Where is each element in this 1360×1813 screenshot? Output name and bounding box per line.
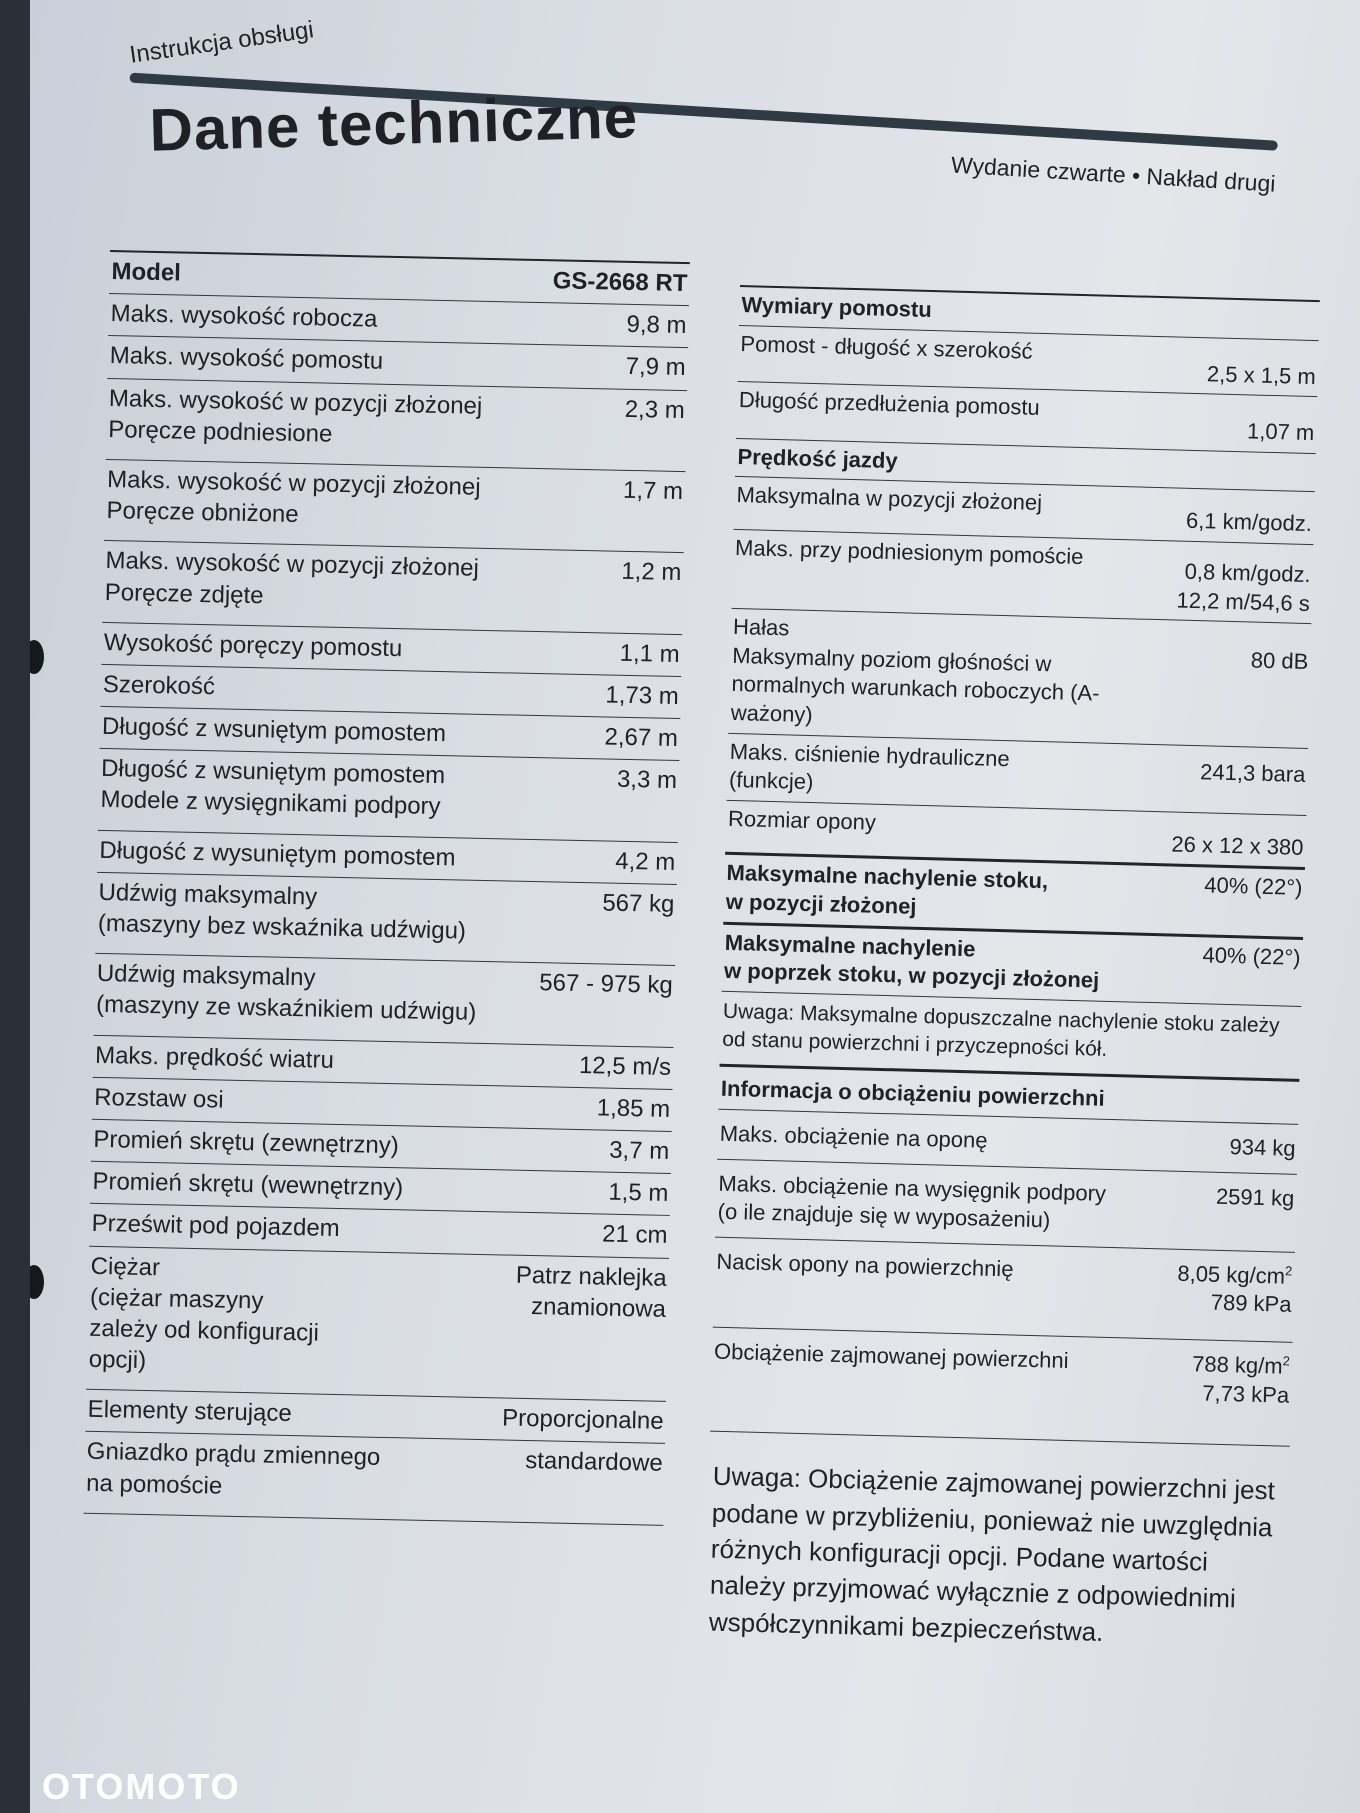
- spec-label: [88, 1250, 477, 1383]
- spec-value: 3,3 m: [616, 765, 678, 795]
- spec-label: [103, 669, 606, 711]
- spec-label-sub: Poręcze zdjęte: [104, 578, 264, 609]
- extension-label: Długość przedłużenia pomostu: [738, 387, 1041, 421]
- spec-label: [110, 298, 627, 340]
- spec-label-sub: na pomoście: [85, 1469, 223, 1500]
- pressure-values: [1176, 1260, 1292, 1320]
- tire-label: Rozmiar opony: [727, 805, 877, 835]
- speed-heading: Prędkość jazdy: [737, 443, 898, 473]
- manual-label: Instrukcja obsługi: [128, 16, 316, 69]
- spec-value: Proporcjonalne: [501, 1404, 664, 1436]
- spec-value: 12,5 m/s: [578, 1051, 672, 1081]
- spec-label: [94, 1082, 597, 1124]
- spec-label-sub: Poręcze podniesione: [107, 415, 333, 448]
- spec-label: [87, 1394, 502, 1434]
- spec-label-sub: Poręcze obniżone: [106, 497, 299, 529]
- speed-raised-time: 12,2 m/54,6 s: [1176, 587, 1311, 616]
- side-slope-label: Maksymalne nachylenie: [724, 929, 976, 961]
- spec-label: [98, 877, 603, 950]
- outrigger-sublabel: (o ile znajduje się w wyposażeniu): [717, 1198, 1051, 1233]
- binder-ring: [30, 640, 44, 674]
- tire-load-label: Maks. obciążenie na oponę: [719, 1120, 988, 1153]
- tire-load-value: 934 kg: [1229, 1134, 1296, 1161]
- speed-raised-row: [732, 530, 1314, 624]
- noise-text: [730, 613, 1251, 741]
- outrigger-text: [717, 1169, 1216, 1239]
- spec-value: 1,1 m: [619, 639, 680, 668]
- spec-label-main: Promień skrętu (zewnętrzny): [93, 1125, 400, 1160]
- slope-text: [725, 859, 1204, 929]
- model-label: Model: [111, 258, 182, 287]
- occupied-row: [710, 1328, 1293, 1447]
- spec-value: 1,2 m: [621, 558, 682, 587]
- otomoto-watermark: OTOMOTO: [42, 1766, 241, 1807]
- spec-row: [94, 954, 676, 1048]
- spec-label-main: Długość z wysuniętym pomostem: [99, 836, 456, 871]
- spec-row: [102, 541, 684, 635]
- platform-size-value: 2,5 x 1,5 m: [1206, 360, 1317, 389]
- spec-label-main: Maks. wysokość w pozycji złożonej: [106, 465, 481, 501]
- speed-stowed-value: 6,1 km/godz.: [1185, 508, 1313, 537]
- spec-label: [92, 1166, 609, 1208]
- hydraulic-text: [729, 737, 1201, 806]
- spec-label-main: Rozstaw osi: [93, 1083, 224, 1114]
- occupied-value: 788 $kg/m^2$: [1191, 1351, 1291, 1379]
- tire-value: 26 x 12 x 380: [1171, 831, 1304, 860]
- left-spec-table: [84, 250, 690, 1526]
- spec-label-main: Maks. wysokość w pozycji złożonej: [105, 547, 480, 583]
- title-band: [112, 72, 1298, 282]
- speed-stowed-label: Maksymalna w pozycji złożonej: [736, 482, 1043, 516]
- spec-label-main: Elementy sterujące: [87, 1396, 293, 1428]
- spec-label-main: Udźwig maksymalny: [98, 878, 318, 911]
- page-title: Dane techniczne: [148, 83, 639, 164]
- spec-row: [84, 1432, 666, 1526]
- spec-label: [99, 835, 616, 877]
- spec-label-main: Udźwig maksymalny: [96, 960, 316, 992]
- spec-row: [98, 749, 680, 843]
- spec-label: [95, 1039, 580, 1080]
- pressure-kpa: 789 kPa: [1210, 1290, 1292, 1318]
- slope-label: Maksymalne nachylenie stoku,: [726, 860, 1049, 894]
- final-note: Uwaga: Obciążenie zajmowanej powierzchni jest podane w przybliżeniu, ponieważ nie uwzględnia różnych konfiguracji opcji. Podane wartości należy przyjmować wyłącznie z odpowiednimi współczynnikami bezpieczeństwa.: [708, 1460, 1276, 1647]
- occupied-label: Obciążenie zajmowanej powierzchni: [713, 1338, 1069, 1373]
- noise-label: Maksymalny poziom głośności w normalnych warunkach roboczych (A-ważony): [730, 642, 1100, 727]
- spec-label-main: Maks. wysokość pomostu: [109, 342, 384, 376]
- spec-label-main: Maks. prędkość wiatru: [94, 1041, 335, 1074]
- slope-sublabel: w pozycji złożonej: [725, 888, 917, 919]
- noise-heading: Hałas: [732, 614, 790, 641]
- side-slope-text: [724, 928, 1203, 998]
- platform-size-label: Pomost - długość x szerokość: [740, 330, 1033, 364]
- slope-value: 40% (22°): [1204, 872, 1303, 901]
- spec-row: [104, 460, 686, 554]
- side-slope-value: 40% (22°): [1202, 941, 1301, 970]
- platform-heading: Wymiary pomostu: [741, 292, 933, 323]
- speed-raised-values: [1176, 546, 1311, 619]
- spec-value: 1,7 m: [622, 476, 684, 505]
- spec-value: 4,2 m: [615, 847, 676, 876]
- spec-label: [96, 958, 540, 1030]
- speed-raised-value: 0,8 km/godz.: [1184, 558, 1311, 588]
- spec-label: [108, 383, 625, 456]
- binder-ring: [30, 1265, 44, 1299]
- left-rows: [84, 294, 689, 1526]
- outrigger-row: [715, 1159, 1297, 1252]
- spec-label-main: Maks. wysokość robocza: [110, 300, 378, 333]
- spec-label: [86, 1436, 526, 1508]
- load-heading: Informacja o obciążeniu powierzchni: [720, 1076, 1105, 1112]
- speed-raised-label: Maks. przy podniesionym pomoście: [734, 534, 1084, 570]
- spec-label: [93, 1124, 610, 1166]
- spec-label: [103, 627, 620, 669]
- spec-label-main: Promień skrętu (wewnętrzny): [92, 1167, 404, 1202]
- spec-label-main: Maks. wysokość w pozycji złożonej: [108, 384, 483, 420]
- spec-label-sub: Modele z wysięgnikami podpory: [100, 786, 441, 821]
- hydraulic-value: 241,3 bara: [1199, 758, 1306, 787]
- spec-label-main: Długość z wsuniętym pomostem: [101, 713, 447, 748]
- spec-row: [106, 379, 688, 473]
- hydraulic-label: Maks. ciśnienie hydrauliczne: [729, 738, 1011, 771]
- occupied-values: [1191, 1350, 1290, 1410]
- spec-value: 567 - 975 kg: [539, 969, 674, 1000]
- noise-row: [728, 609, 1311, 749]
- spec-value: 7,9 m: [625, 353, 686, 382]
- spec-value: 3,7 m: [608, 1136, 670, 1165]
- noise-value: 80 dB: [1250, 647, 1309, 675]
- spec-value: 1,5 m: [608, 1178, 669, 1208]
- spec-value: Patrz naklejka znamionowa: [515, 1261, 667, 1323]
- spec-label-main: Długość z wsuniętym pomostem: [100, 755, 446, 790]
- pressure-value: 8,05 $kg/cm^2$: [1177, 1260, 1293, 1289]
- spec-label: [105, 545, 622, 618]
- spec-value: 567 kg: [602, 889, 675, 918]
- slope-note: Uwaga: Maksymalne dopuszczalne nachylenie stoku zależy od stanu powierzchni i przyczepności kół.: [720, 991, 1302, 1082]
- spec-row: [86, 1246, 669, 1402]
- spec-value: 1,73 m: [605, 681, 680, 710]
- spec-label-main: Szerokość: [102, 670, 216, 701]
- spec-label: [102, 711, 605, 753]
- pressure-label: Nacisk opony na powierzchnię: [716, 1248, 1014, 1282]
- spec-row: [95, 873, 677, 967]
- outrigger-label: Maks. obciążenie na wysięgnik podpory: [718, 1170, 1107, 1206]
- spec-label-main: Prześwit pod pojazdem: [91, 1210, 340, 1243]
- spec-value: 2,67 m: [604, 723, 679, 753]
- side-slope-sublabel: w poprzek stoku, w pozycji złożonej: [723, 957, 1100, 993]
- manual-page: [30, 0, 1360, 1813]
- spec-label: [100, 753, 617, 826]
- spec-value: 9,8 m: [626, 311, 687, 340]
- spec-label-sub: (maszyny bez wskaźnika udźwigu): [97, 909, 467, 945]
- spec-label-main: Wysokość poręczy pomostu: [103, 628, 403, 662]
- spec-label: [91, 1208, 602, 1250]
- spec-value: 1,85 m: [596, 1094, 671, 1123]
- spec-value: standardowe: [525, 1447, 663, 1478]
- spec-label-sub: (ciężar maszyny zależy od konfiguracji opcji): [88, 1283, 320, 1375]
- hydraulic-sublabel: (funkcje): [728, 767, 814, 795]
- spec-label: [106, 464, 623, 537]
- spec-label: [109, 340, 626, 382]
- spec-value: 2,3 m: [624, 395, 686, 424]
- right-spec-table: [705, 285, 1320, 1655]
- model-value: GS-2668 RT: [552, 267, 688, 298]
- pressure-row: [713, 1237, 1295, 1342]
- spec-value: 21 cm: [601, 1220, 668, 1250]
- extension-value: 1,07 m: [1246, 418, 1315, 446]
- outrigger-value: 2591 kg: [1215, 1183, 1295, 1211]
- spec-label-sub: (maszyny ze wskaźnikiem udźwigu): [95, 991, 477, 1027]
- edition-label: Wydanie czwarte • Nakład drugi: [950, 151, 1277, 197]
- spec-label-main: Ciężar: [90, 1252, 161, 1281]
- spec-label-main: Gniazdko prądu zmiennego: [86, 1438, 381, 1472]
- occupied-kpa: 7,73 kPa: [1201, 1380, 1290, 1408]
